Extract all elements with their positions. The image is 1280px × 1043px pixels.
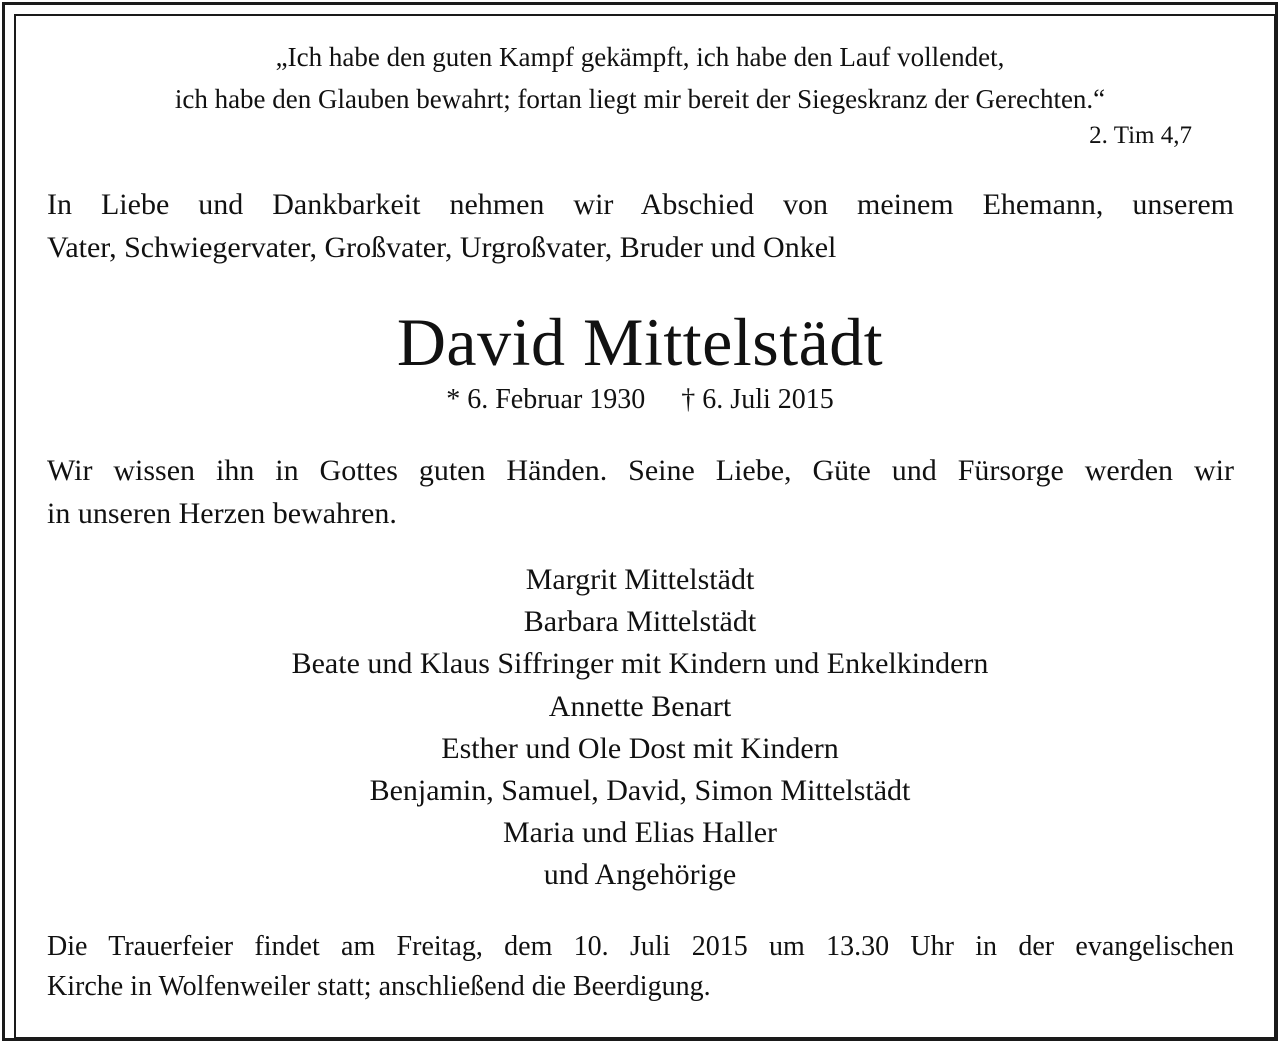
verse-reference: 2. Tim 4,7	[1089, 122, 1192, 149]
mourner-line: Maria und Elias Haller	[502, 816, 778, 850]
verse-line-2: ich habe den Glauben bewahrt; fortan liegt mir bereit der Siegeskranz der Gerechten.“	[174, 84, 1106, 114]
mourner-line: Annette Benart	[548, 689, 732, 723]
mourners-list	[0, 559, 1280, 897]
bible-verse	[40, 36, 1240, 120]
intro-line-1: In Liebe und Dankbarkeit nehmen wir Abschied von meinem Ehemann, unserem	[47, 188, 1234, 221]
intro-paragraph	[47, 183, 1234, 269]
remembrance-paragraph	[47, 449, 1234, 535]
life-dates	[0, 380, 1280, 420]
intro-line-2: Vater, Schwiegervater, Großvater, Urgroßvater, Bruder und Onkel	[47, 231, 837, 264]
mourner-line: Esther und Ole Dost mit Kindern	[441, 731, 839, 765]
mourner-line: Benjamin, Samuel, David, Simon Mittelstädt	[369, 774, 911, 808]
mourner-line: Barbara Mittelstädt	[523, 605, 757, 639]
funeral-info	[47, 927, 1234, 1007]
mourner-line: Beate und Klaus Siffringer mit Kindern und Enkelkindern	[291, 647, 989, 681]
funeral-line-1: Die Trauerfeier findet am Freitag, dem 10. Juli 2015 um 13.30 Uhr in der evangelischen	[47, 931, 1234, 962]
verse-line-1: „Ich habe den guten Kampf gekämpft, ich habe den Lauf vollendet,	[275, 42, 1005, 72]
remembrance-line-2: in unseren Herzen bewahren.	[47, 497, 397, 530]
mourner-line: und Angehörige	[543, 858, 737, 892]
remembrance-line-1: Wir wissen ihn in Gottes guten Händen. Seine Liebe, Güte und Fürsorge werden wir	[47, 454, 1234, 487]
mourner-line: Margrit Mittelstädt	[525, 563, 755, 596]
deceased-name: David Mittelstädt	[396, 304, 884, 380]
birth-date: * 6. Februar 1930	[446, 384, 646, 415]
funeral-line-2: Kirche in Wolfenweiler statt; anschließend die Beerdigung.	[47, 971, 711, 1002]
death-date: † 6. Juli 2015	[681, 384, 834, 415]
